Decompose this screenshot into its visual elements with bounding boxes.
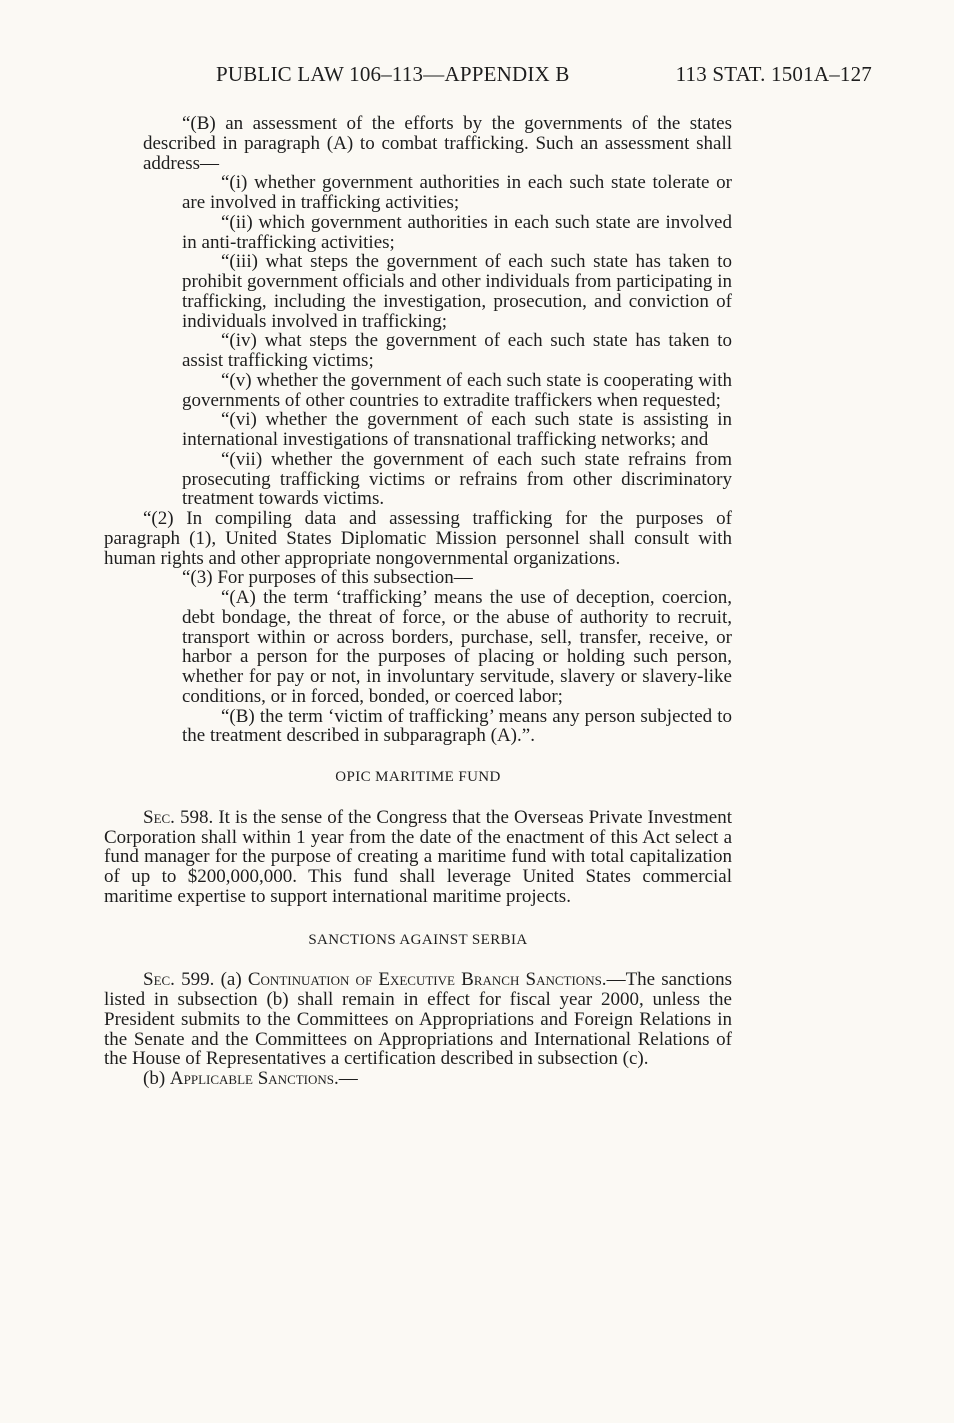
paragraph-2: “(2) In compiling data and assessing trafficking for the purposes of paragraph (1), United States Diplomatic Mission personnel shall consult with human rights and other appropriate nongovernmental organizations. — [104, 508, 732, 569]
subparagraph-3a: “(A) the term ‘trafficking’ means the use of deception, coercion, debt bondage, the threat of force, or the abuse of authority to recruit, transport within or across borders, purchase, sell, transfer, receive, or harbor a person for the purposes of placing or holding such person, whether for pay or not, in involuntary servitude, slavery or slavery-like conditions, or in forced, bonded, or coerced labor; — [182, 587, 732, 707]
section-598-label: Sec. 598. — [143, 806, 214, 828]
clause-vii: “(vii) whether the government of each such state refrains from prosecuting trafficking victims or refrains from other discriminatory treatment towards victims. — [182, 448, 732, 510]
subsection-a-label: (a) — [220, 969, 242, 991]
section-599-b — [104, 1069, 732, 1089]
section-599-a — [104, 970, 732, 1069]
clause-vi: “(vi) whether the government of each such state is assisting in international investigations of transnational trafficking networks; and — [182, 409, 732, 450]
subsection-a-title: Continuation of Executive Branch Sanctions. — [247, 969, 607, 991]
paragraph-3: “(3) For purposes of this subsection— — [182, 567, 473, 589]
subparagraph-3b: “(B) the term ‘victim of trafficking’ means any person subjected to the treatment described in subparagraph (A).”. — [182, 705, 732, 747]
running-head-page: 113 STAT. 1501A–127 — [675, 62, 872, 86]
statute-text — [104, 114, 732, 1089]
subsection-b-dash: — — [338, 1068, 358, 1089]
clause-ii: “(ii) which government authorities in each such state are involved in anti-trafficking activities; — [182, 211, 732, 253]
page — [104, 60, 732, 1089]
section-598 — [104, 808, 732, 907]
running-head-title: PUBLIC LAW 106–113—APPENDIX B — [216, 62, 570, 86]
clause-i: “(i) whether government authorities in each such state tolerate or are involved in trafficking activities; — [182, 172, 732, 213]
subsection-b-label: (b) — [143, 1068, 166, 1089]
paragraph-b: “(B) an assessment of the efforts by the governments of the states described in paragraph (A) to combat trafficking. Such an assessment shall address— — [143, 113, 732, 174]
section-599-label: Sec. 599. — [143, 969, 215, 991]
section-598-text: It is the sense of the Congress that the Overseas Private Investment Corporation shall within 1 year from the date of the enactment of this Act select a fund manager for the purpose of creating a maritime fund with total capitalization of up to $200,000,000. This fund shall leverage United States commercial maritime expertise to support international maritime projects. — [104, 806, 732, 907]
clause-v: “(v) whether the government of each such state is cooperating with governments of other countries to extradite traffickers when requested; — [182, 369, 732, 411]
clause-iv: “(iv) what steps the government of each such state has taken to assist trafficking victims; — [182, 330, 732, 371]
section-heading-serbia: SANCTIONS AGAINST SERBIA — [308, 931, 528, 948]
section-heading-opic: OPIC MARITIME FUND — [335, 769, 501, 785]
clause-iii: “(iii) what steps the government of each such state has taken to prohibit government officials and other individuals from participating in trafficking, including the investigation, prosecution, and conviction of individuals involved in trafficking; — [182, 251, 732, 332]
subsection-b-title: Applicable Sanctions. — [169, 1068, 339, 1089]
subsection-a-text: —The sanctions listed in subsection (b) shall remain in effect for fiscal year 2000, unless the President submits to the Committees on Appropriations and Foreign Relations in the Senate and the Committees on Appropriations and International Relations of the House of Representatives a certification described in subsection (c). — [104, 969, 733, 1070]
